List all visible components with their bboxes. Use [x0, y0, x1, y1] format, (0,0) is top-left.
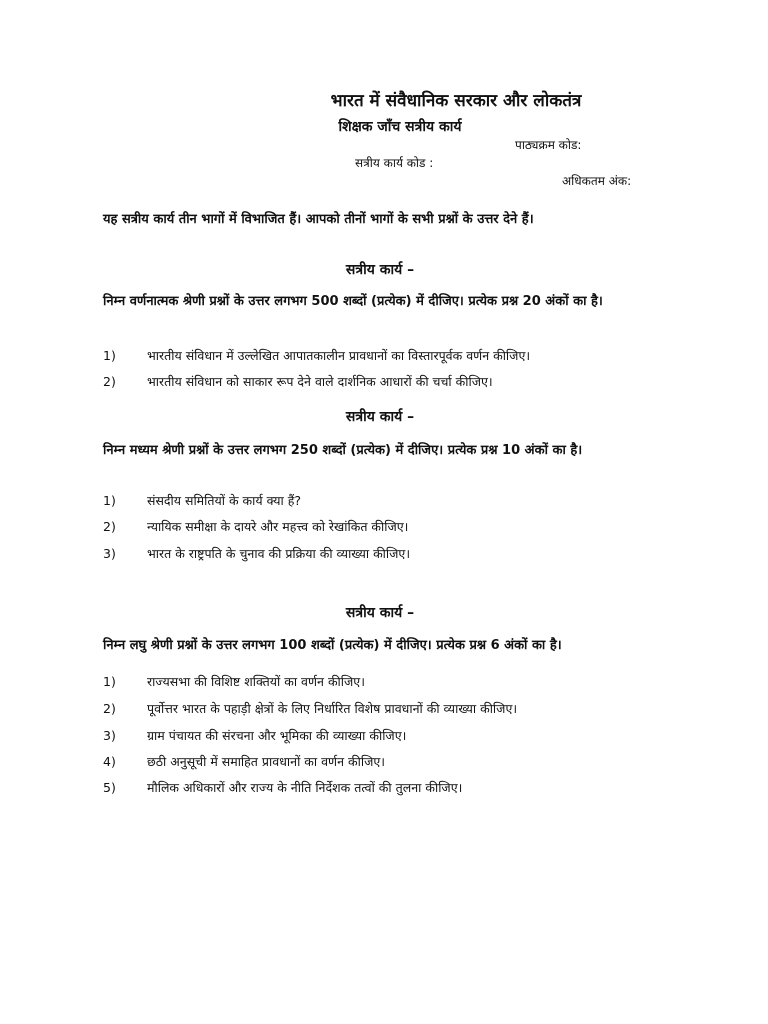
question-text: न्यायिक समीक्षा के दायरे और महत्त्व को रेखांकित कीजिए। [147, 519, 409, 534]
question-text: भारतीय संविधान को साकार रूप देने वाले दार्शनिक आधारों की चर्चा कीजिए। [147, 374, 493, 389]
question-number: 2) [103, 701, 116, 716]
section-3-heading: सत्रीय कार्य – [345, 605, 415, 621]
max-marks-label: अधिकतम अंक: [562, 174, 632, 188]
section-1-heading: सत्रीय कार्य – [345, 262, 415, 278]
question-number: 1) [103, 674, 116, 689]
intro-instruction: यह सत्रीय कार्य तीन भागों में विभाजित हैं। आपको तीनों भागों के सभी प्रश्नों के उत्तर देने हैं। [103, 212, 534, 227]
question-text: राज्यसभा की विशिष्ट शक्तियों का वर्णन कीजिए। [147, 674, 365, 689]
section-1-instruction: निम्न वर्णनात्मक श्रेणी प्रश्नों के उत्तर लगभग 500 शब्दों (प्रत्येक) में दीजिए। प्रत्येक प्रश्न 20 अंकों का है। [103, 294, 603, 309]
section-2-question-3 [103, 545, 410, 562]
document-title: भारत में संवैधानिक सरकार और लोकतंत्र [330, 91, 582, 111]
question-text: भारतीय संविधान में उल्लेखित आपातकालीन प्रावधानों का विस्तारपूर्वक वर्णन कीजिए। [147, 348, 531, 363]
question-number: 3) [103, 728, 116, 743]
question-text: भारत के राष्ट्रपति के चुनाव की प्रक्रिया की व्याख्या कीजिए। [147, 546, 411, 561]
section-2-instruction: निम्न मध्यम श्रेणी प्रश्नों के उत्तर लगभग 250 शब्दों (प्रत्येक) में दीजिए। प्रत्येक प्रश्न 10 अंकों का है। [103, 443, 583, 458]
section-2-heading: सत्रीय कार्य – [345, 409, 415, 425]
section-2-question-1 [103, 492, 301, 509]
section-3-question-2 [103, 700, 517, 717]
section-3-question-4 [103, 753, 385, 770]
question-number: 3) [103, 546, 116, 561]
question-text: ग्राम पंचायत की संरचना और भूमिका की व्याख्या कीजिए। [147, 728, 407, 743]
question-number: 1) [103, 493, 116, 508]
course-code-label: पाठ्यक्रम कोड: [515, 138, 582, 152]
question-number: 2) [103, 374, 116, 389]
question-text: मौलिक अधिकारों और राज्य के नीति निर्देशक तत्वों की तुलना कीजिए। [147, 780, 463, 795]
section-3-question-5 [103, 779, 462, 796]
section-1-question-2 [103, 373, 493, 390]
question-number: 4) [103, 754, 116, 769]
question-text: संसदीय समितियों के कार्य क्या हैं? [147, 493, 302, 508]
question-number: 2) [103, 519, 116, 534]
assignment-code-label: सत्रीय कार्य कोड : [355, 156, 434, 170]
question-text: पूर्वोत्तर भारत के पहाड़ी क्षेत्रों के लिए निर्धारित विशेष प्रावधानों की व्याख्या कीजिए। [147, 701, 518, 716]
document-subtitle: शिक्षक जाँच सत्रीय कार्य [338, 119, 462, 135]
section-1-question-1 [103, 347, 530, 364]
question-number: 1) [103, 348, 116, 363]
section-3-question-1 [103, 673, 365, 690]
section-2-question-2 [103, 518, 408, 535]
question-text: छठी अनुसूची में समाहित प्रावधानों का वर्णन कीजिए। [147, 754, 385, 769]
section-3-question-3 [103, 727, 406, 744]
section-3-instruction: निम्न लघु श्रेणी प्रश्नों के उत्तर लगभग 100 शब्दों (प्रत्येक) में दीजिए। प्रत्येक प्रश्न 6 अंकों का है। [103, 638, 562, 653]
question-number: 5) [103, 780, 116, 795]
